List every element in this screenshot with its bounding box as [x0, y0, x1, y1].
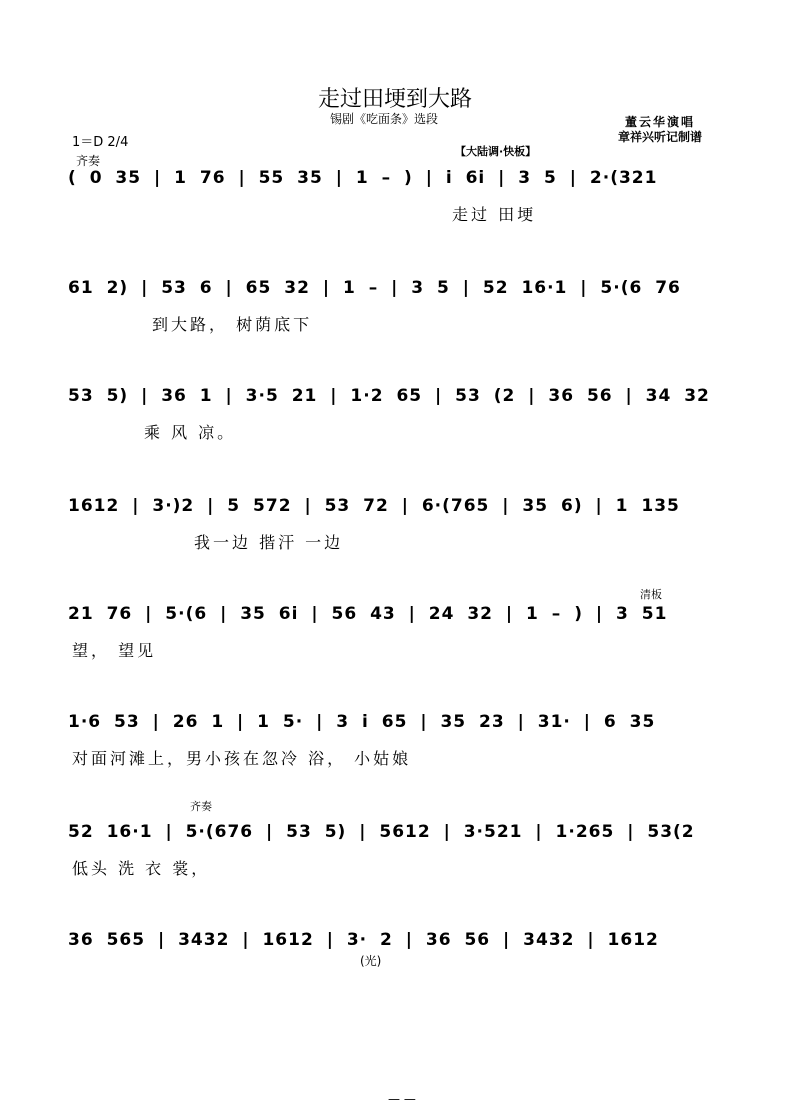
lyric-line-7: 低头 洗 衣 裳， — [72, 859, 211, 878]
notation-line-1: ( 0 35 | 1 76 | 55 35 | 1 – ) | i 6i | 3 5 | 2·(321 — [68, 168, 658, 188]
key-signature: 1＝D 2/4 — [72, 135, 129, 150]
notation-line-7: 52 16·1 | 5·(676 | 53 5) | 5612 | 3·521 | 1·265 | 53(2 — [68, 822, 695, 842]
transcriber-credit: 章祥兴听记制谱 — [618, 130, 703, 144]
notation-line-8: 36 565 | 3432 | 1612 | 3· 2 | 36 56 | 3432 | 1612 — [68, 930, 659, 950]
lyric-line-5: 望， 望见 — [72, 641, 157, 660]
song-subtitle: 锡剧《吃面条》选段 — [330, 112, 439, 126]
lyric-line-2: 到大路， 树荫底下 — [152, 315, 313, 334]
lyric-line-1: 走过 田埂 — [452, 205, 537, 224]
notation-line-6: 1·6 53 | 26 1 | 1 5· | 3 i 65 | 35 23 | 31· | 6 35 — [68, 712, 656, 732]
song-title: 走过田埂到大路 — [317, 87, 472, 112]
notation-line-3: 53 5) | 36 1 | 3·5 21 | 1·2 65 | 53 (2 | 36 56 | 34 32 — [68, 386, 710, 406]
guang-mark: (光) — [360, 954, 382, 968]
tempo-marking: 【大陆调·快板】 — [455, 145, 537, 158]
page-footer: — — — [388, 1092, 416, 1106]
qizou-mark-1: 齐奏 — [76, 154, 101, 168]
performer-credit: 董云华演唱 — [625, 115, 696, 129]
lyric-line-3: 乘 风 凉。 — [144, 423, 237, 442]
lyric-line-6: 对面河滩上，男小孩在忽冷 浴， 小姑娘 — [72, 749, 412, 768]
notation-line-5: 21 76 | 5·(6 | 35 6i | 56 43 | 24 32 | 1 – ) | 3 51 — [68, 604, 668, 624]
qizou-mark-2: 齐奏 — [190, 800, 212, 813]
notation-line-2: 61 2) | 53 6 | 65 32 | 1 – | 3 5 | 52 16·1 | 5·(6 76 — [68, 278, 681, 298]
qingban-mark: 清板 — [640, 588, 662, 601]
lyric-line-4: 我一边 揩汗 一边 — [194, 533, 344, 552]
notation-line-4: 1612 | 3·)2 | 5 572 | 53 72 | 6·(765 | 35 6) | 1 135 — [68, 496, 680, 516]
score-line-8 — [68, 930, 740, 970]
